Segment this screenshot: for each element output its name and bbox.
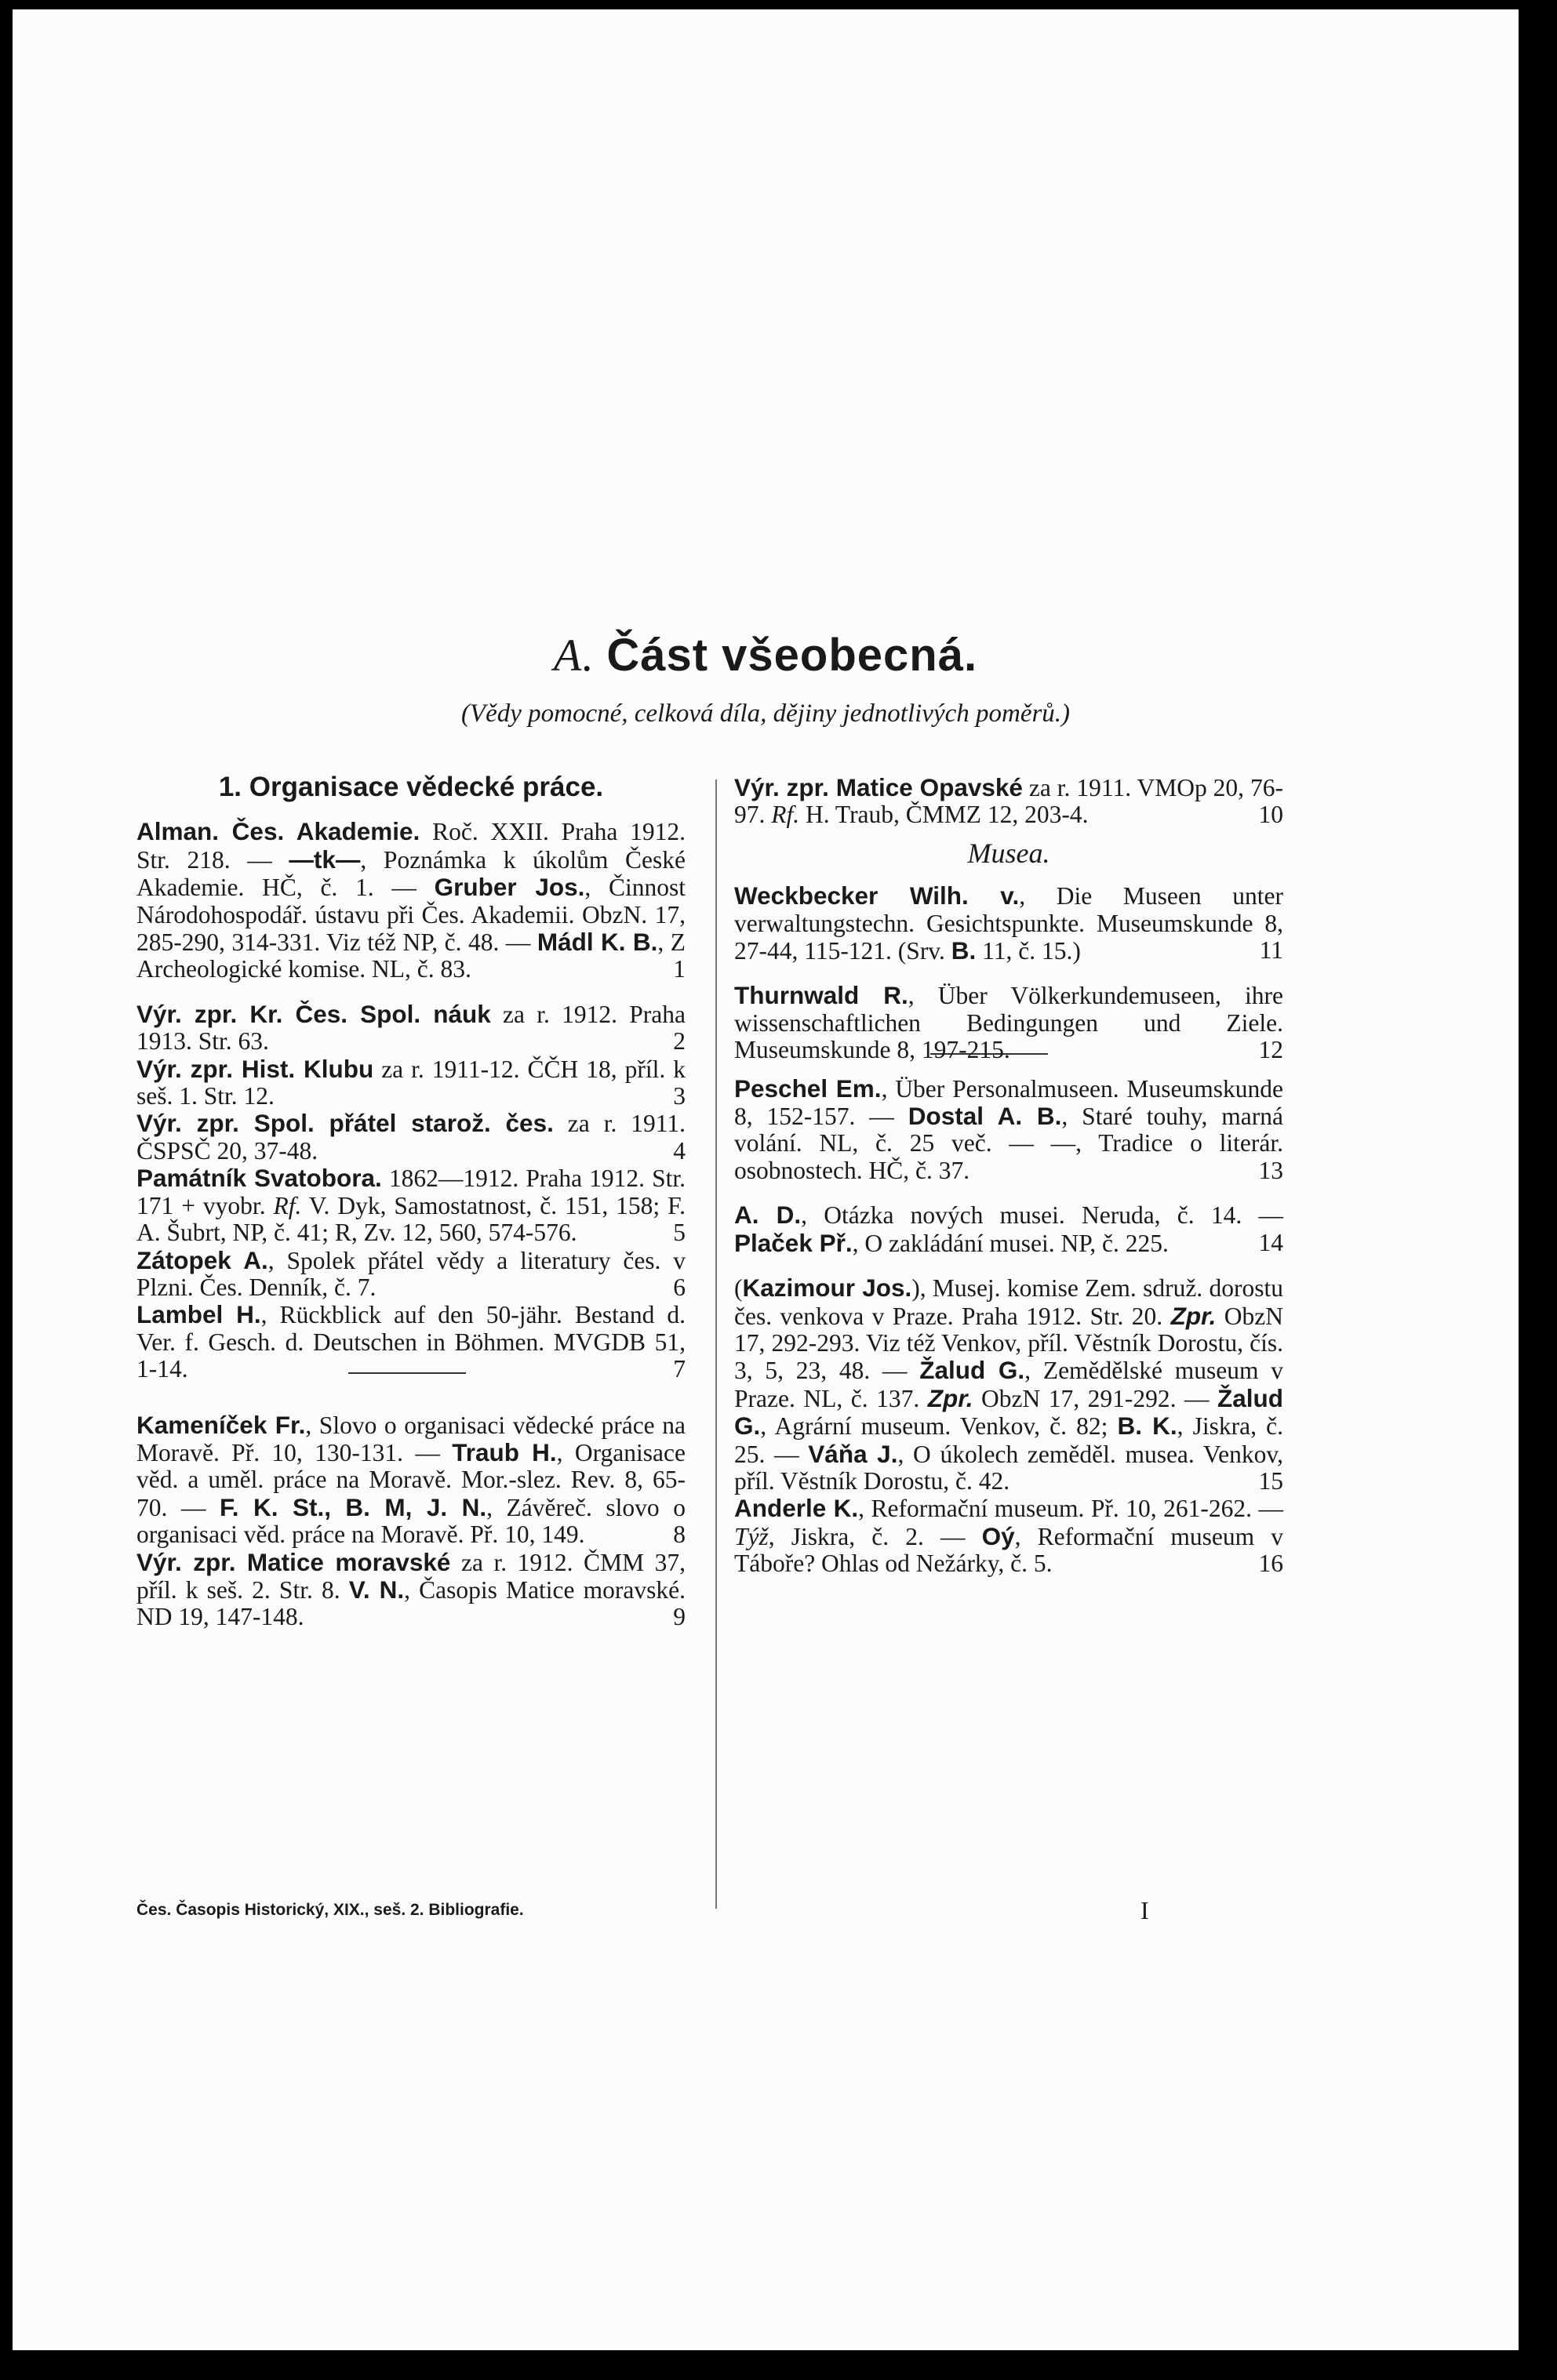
- entry-author: B. K.: [1117, 1412, 1177, 1441]
- entry-author: Thurnwald R.: [734, 981, 908, 1010]
- entry-author: Gruber Jos.: [434, 873, 585, 902]
- entry-author: Dostal A. B.: [908, 1102, 1062, 1131]
- entry-text: , O úkolech zeměděl. musea. Venkov, příl. Věstník Dorostu, č. 42.: [734, 1440, 1283, 1495]
- entry-author: Výr. zpr. Kr. Čes. Spol. náuk: [136, 999, 491, 1028]
- entry-text: , Staré touhy, marná volání. NL, č. 25 več. — —, Tradice o literár. osobnostech. HČ, č. 37.: [734, 1103, 1283, 1184]
- bib-entry-5: [136, 1165, 686, 1246]
- entry-text: ), Musej. komise Zem. sdruž. dorostu čes. venkova v Praze. Praha 1912. Str. 20.: [734, 1274, 1283, 1330]
- entry-text: , Činnost Národohospodář. ústavu při Čes. Akademii. ObzN. 17, 285-290, 314-331. Viz též NP, č. 48. —: [136, 874, 686, 957]
- entry-number: 6: [673, 1273, 686, 1301]
- bib-entry-12: [734, 982, 1283, 1063]
- entry-text: , Jiskra, č. 2. —: [768, 1522, 982, 1550]
- bib-entry-16: [734, 1495, 1283, 1577]
- bib-entry-10: [734, 774, 1283, 829]
- entry-author: Peschel Em.: [734, 1074, 882, 1103]
- entry-text: , Závěreč. slovo o organisaci věd. práce na Moravě. Př. 10, 149.: [136, 1493, 686, 1549]
- entry-author: Žalud G.: [734, 1383, 1283, 1441]
- column-divider: [715, 779, 717, 1909]
- entry-number: 7: [673, 1355, 686, 1383]
- entry-text: Roč. XXII. Praha 1912. Str. 218. —: [136, 818, 686, 874]
- entry-number: 3: [673, 1082, 686, 1110]
- entry-text: , Poznámka k úkolům České Akademie. HČ, č. 1. —: [136, 845, 686, 902]
- entry-author: Lambel H.: [136, 1300, 261, 1329]
- bib-entry-8: [136, 1412, 686, 1549]
- entry-text: , Časopis Matice moravské. ND 19, 147-148.: [136, 1575, 686, 1631]
- entry-text: , Zemědělské museum v Praze. NL, č. 137.: [734, 1357, 1284, 1412]
- bib-entry-3: [136, 1056, 686, 1110]
- entry-text: za r. 1911. VMOp 20, 76-97.: [734, 774, 1283, 829]
- entry-text: ObzN 17, 292-293. Viz též Venkov, příl. Věstník Dorostu, čís. 3, 5, 23, 48. —: [734, 1302, 1283, 1385]
- entry-text: (: [734, 1274, 743, 1303]
- section-title-text: Část všeobecná.: [606, 630, 978, 681]
- subsection-heading-musea: Musea.: [967, 837, 1050, 869]
- entry-author: Zátopek A.: [136, 1245, 268, 1274]
- entry-text: ObzN 17, 291-292. —: [973, 1384, 1217, 1412]
- entry-number: 4: [673, 1136, 686, 1165]
- entry-author: Památník Svatobora.: [136, 1164, 382, 1193]
- entry-text: za r. 1911-12. ČČH 18, příl. k seš. 1. Str. 12.: [136, 1055, 686, 1110]
- entry-author: B.: [951, 936, 977, 965]
- separator-rule: [348, 1372, 466, 1374]
- entry-text: , Otázka nových musei. Neruda, č. 14. —: [801, 1201, 1283, 1230]
- entry-text: , Agrární museum. Venkov, č. 82;: [760, 1412, 1118, 1441]
- entry-number: 15: [1258, 1466, 1283, 1495]
- section-title: [13, 629, 1519, 681]
- bib-entry-2: [136, 1001, 686, 1056]
- entry-author: F. K. St., B. M, J. N.: [220, 1492, 487, 1521]
- entry-author: Plaček Př.: [734, 1228, 853, 1257]
- entry-text: 1862—1912. Praha 1912. Str. 171 + vyobr.: [136, 1165, 686, 1219]
- entry-text: V. Dyk, Samostatnost, č. 151, 158; F. A. Šubrt, NP, č. 41; R, Zv. 12, 560, 574-576.: [136, 1191, 686, 1247]
- entry-number: 9: [673, 1603, 686, 1631]
- entry-abbrev: Rf.: [273, 1191, 302, 1219]
- bib-entry-1: [136, 818, 686, 983]
- right-column: [734, 774, 1283, 1578]
- entry-author: Alman. Čes. Akademie.: [136, 817, 420, 846]
- subsection-heading: 1. Organisace vědecké práce.: [218, 772, 604, 802]
- entry-text: , Spolek přátel vědy a literatury čes. v Plzni. Čes. Denník, č. 7.: [136, 1246, 686, 1301]
- entry-author: Weckbecker Wilh. v.: [734, 881, 1020, 910]
- entry-author: —tk—: [289, 845, 361, 874]
- entry-number: 2: [673, 1027, 686, 1056]
- bib-entry-14: [734, 1201, 1283, 1257]
- section-letter: A.: [553, 630, 595, 681]
- entry-text: za r. 1912. ČMM 37, příl. k seš. 2. Str. 8.: [136, 1548, 686, 1604]
- bib-entry-13: [734, 1075, 1283, 1185]
- entry-abbrev: Rf.: [771, 801, 800, 829]
- page-footer: Čes. Časopis Historický, XIX., seš. 2. Bibliografie.: [136, 1901, 524, 1919]
- entry-author: Výr. zpr. Spol. přátel starož. čes.: [136, 1109, 554, 1138]
- entry-text: za r. 1912. Praha 1913. Str. 63.: [136, 1000, 686, 1056]
- entry-author: Kameníček Fr.: [136, 1410, 306, 1439]
- entry-text: , Jiskra, č. 25. —: [734, 1412, 1283, 1468]
- entry-author: Výr. zpr. Matice moravské: [136, 1547, 451, 1576]
- entry-author: Anderle K.: [734, 1494, 859, 1523]
- entry-text: , Slovo o organisaci vědecké práce na Moravě. Př. 10, 130-131. —: [136, 1411, 686, 1466]
- bib-entry-6: [136, 1247, 686, 1302]
- entry-number: 10: [1258, 801, 1283, 829]
- entry-number: 13: [1258, 1156, 1283, 1184]
- entry-number: 11: [1259, 936, 1283, 965]
- entry-author: V. N.: [348, 1575, 405, 1604]
- section-subtitle: (Vědy pomocné, celková díla, dějiny jednotlivých poměrů.): [460, 699, 1071, 728]
- entry-text: , O zakládání musei. NP, č. 225.: [852, 1229, 1169, 1257]
- entry-text: , Über Völkerkundemuseen, ihre wissenschaftlichen Bedingungen und Ziele. Museumskunde 8, 197-215.: [734, 982, 1283, 1064]
- bib-entry-9: [136, 1549, 686, 1631]
- entry-author: Kazimour Jos.: [742, 1274, 912, 1303]
- entry-abbrev: Týž: [734, 1522, 769, 1550]
- entry-text: , Reformační museum v Táboře? Ohlas od Nežárky, č. 5.: [734, 1522, 1283, 1578]
- entry-text: , Reformační museum. Př. 10, 261-262. —: [858, 1495, 1284, 1523]
- entry-author: A. D.: [734, 1201, 802, 1230]
- bib-entry-11: [734, 882, 1283, 965]
- entry-number: 14: [1258, 1228, 1283, 1256]
- entry-abbrev: Zpr.: [927, 1383, 973, 1412]
- entry-text: , Rückblick auf den 50-jähr. Bestand d. Ver. f. Gesch. d. Deutschen in Böhmen. MVGDB 51, 1-14.: [136, 1301, 686, 1383]
- bib-entry-4: [136, 1110, 686, 1165]
- bib-entry-15: [734, 1274, 1283, 1495]
- page: [13, 9, 1519, 2350]
- entry-author: Mádl K. B.: [537, 928, 658, 957]
- entry-number: 1: [673, 955, 686, 983]
- entry-author: Žalud G.: [919, 1356, 1025, 1385]
- entry-number: 5: [673, 1219, 686, 1247]
- entry-text: , Organisace věd. a uměl. práce na Moravě. Mor.-slez. Rev. 8, 65-70. —: [136, 1438, 686, 1521]
- entry-author: Traub H.: [452, 1437, 557, 1466]
- entry-number: 8: [673, 1521, 686, 1549]
- left-column: [136, 774, 686, 1631]
- entry-text: H. Traub, ČMMZ 12, 203-4.: [799, 801, 1089, 829]
- entry-text: , Über Personalmuseen. Museumskunde 8, 152-157. —: [734, 1074, 1283, 1131]
- entry-author: Výr. zpr. Matice Opavské: [734, 773, 1023, 801]
- entry-text: 11, č. 15.): [976, 937, 1081, 965]
- entry-text: , Z Archeologické komise. NL, č. 83.: [136, 928, 686, 983]
- bib-entry-7: [136, 1301, 686, 1383]
- entry-text: , Die Museen unter verwaltungstechn. Gesichtspunkte. Museumskunde 8, 27-44, 115-121. (Srv.: [734, 882, 1283, 965]
- entry-text: za r. 1911. ČSPSČ 20, 37-48.: [136, 1110, 686, 1165]
- page-number: I: [1140, 1896, 1149, 1924]
- entry-abbrev: Zpr.: [1170, 1301, 1217, 1330]
- entry-author: Výr. zpr. Hist. Klubu: [136, 1054, 374, 1083]
- entry-number: 16: [1258, 1550, 1283, 1578]
- entry-author: Váňa J.: [808, 1439, 898, 1468]
- entry-number: 12: [1258, 1036, 1283, 1064]
- entry-author: Oý: [981, 1521, 1015, 1550]
